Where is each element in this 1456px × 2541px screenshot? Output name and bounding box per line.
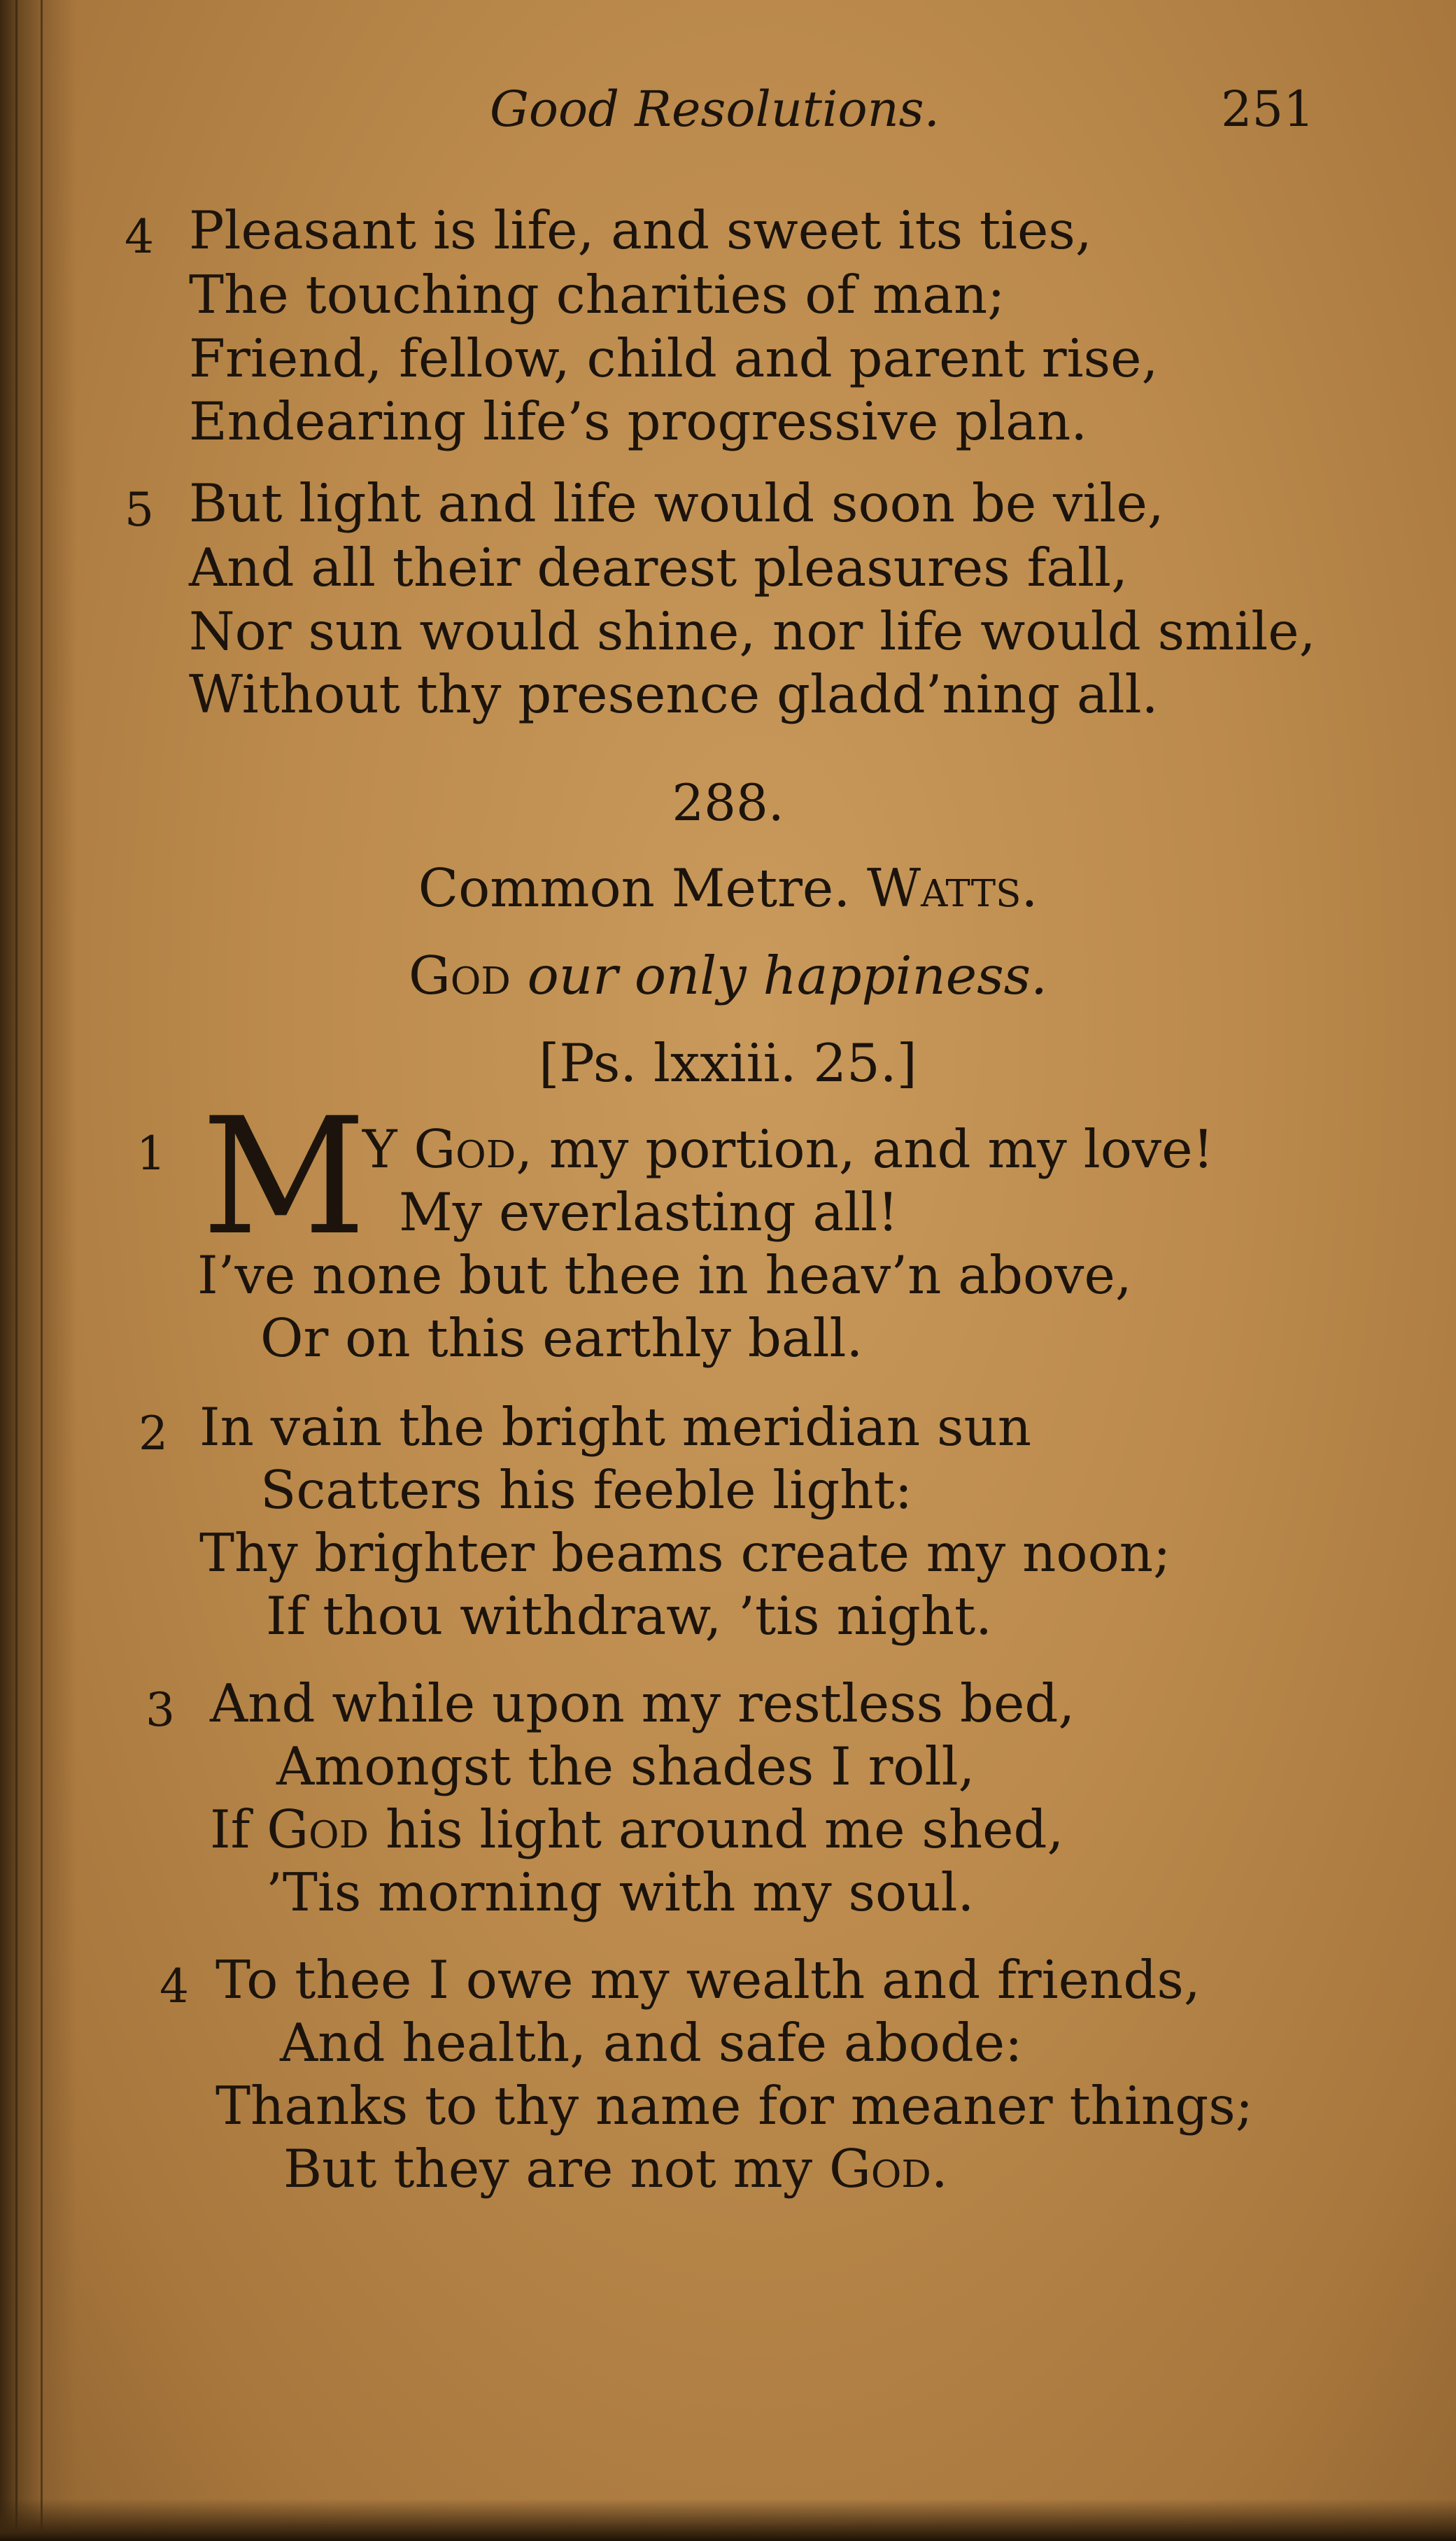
verse-line-rest: , my portion, and my love!: [516, 1118, 1214, 1180]
hymn-number: 288.: [672, 773, 784, 832]
verse-line: To thee I owe my wealth and friends,: [215, 1949, 1201, 2011]
verse-line: Endearing life’s progressive plan.: [189, 390, 1088, 452]
verse-line-if: If: [210, 1799, 250, 1860]
verse-line: Amongst the shades I roll,: [276, 1736, 975, 1797]
hymn-subtitle-text: our only happiness.: [527, 945, 1048, 1006]
verse-line: Without thy presence gladd’ning all.: [189, 663, 1159, 725]
page-bottom-edge: [0, 2499, 1456, 2541]
verse-line: Pleasant is life, and sweet its ties,: [189, 199, 1092, 261]
verse-line-rest: his light around me shed,: [385, 1799, 1064, 1860]
book-spine-shadow: [0, 0, 77, 2541]
verse-line: Or on this earthly ball.: [260, 1307, 863, 1369]
verse-line: [362, 1118, 1214, 1180]
hymn-metre-author: [0, 857, 1456, 919]
hymn-metre: Common Metre.: [418, 857, 851, 919]
verse-line: And all their dearest pleasures fall,: [189, 537, 1128, 598]
verse-line: I’ve none but thee in heav’n above,: [197, 1244, 1132, 1306]
verse-line: And health, and safe abode:: [280, 2012, 1023, 2074]
page-number: 251: [1221, 80, 1315, 138]
verse-line: In vain the bright meridian sun: [199, 1396, 1032, 1458]
stanza-number: 4: [160, 1959, 189, 2013]
stanza-number: 4: [125, 210, 154, 264]
verse-line: Scatters his feeble light:: [260, 1459, 913, 1521]
verse-line: Friend, fellow, child and parent rise,: [189, 328, 1159, 389]
verse-line: And while upon my restless bed,: [210, 1673, 1075, 1734]
hymn-author: Watts.: [867, 857, 1038, 919]
verse-line: [283, 2138, 948, 2199]
verse-line: If thou withdraw, ’tis night.: [266, 1585, 993, 1647]
running-header: Good Resolutions.: [490, 80, 940, 138]
verse-line: [210, 1799, 1063, 1860]
scripture-reference: [Ps. lxxiii. 25.]: [539, 1032, 917, 1094]
verse-line: The touching charities of man;: [189, 264, 1005, 325]
stanza-number: 2: [139, 1407, 168, 1460]
hymn-subtitle-god: God: [408, 945, 511, 1006]
spine-line: [41, 0, 43, 2541]
stanza-number: 3: [146, 1683, 175, 1737]
drop-cap: M: [202, 1084, 367, 1271]
verse-line: Thy brighter beams create my noon;: [199, 1522, 1171, 1584]
verse-line-god: God.: [829, 2138, 948, 2199]
verse-line: ’Tis morning with my soul.: [266, 1861, 975, 1923]
verse-line-god: God: [267, 1799, 369, 1860]
verse-line: Nor sun would shine, nor life would smile,: [189, 600, 1316, 662]
verse-line: Thanks to thy name for meaner things;: [215, 2075, 1253, 2137]
verse-line-god: God: [414, 1118, 516, 1180]
spine-line: [15, 0, 17, 2541]
stanza-number: 1: [136, 1127, 166, 1181]
verse-line: My everlasting all!: [399, 1181, 899, 1243]
verse-line: But light and life would soon be vile,: [189, 472, 1164, 534]
verse-line-pre: But they are not my: [283, 2138, 813, 2199]
verse-line-initial: Y: [362, 1118, 397, 1180]
hymn-subtitle: [0, 945, 1456, 1006]
stanza-number: 5: [125, 483, 154, 537]
